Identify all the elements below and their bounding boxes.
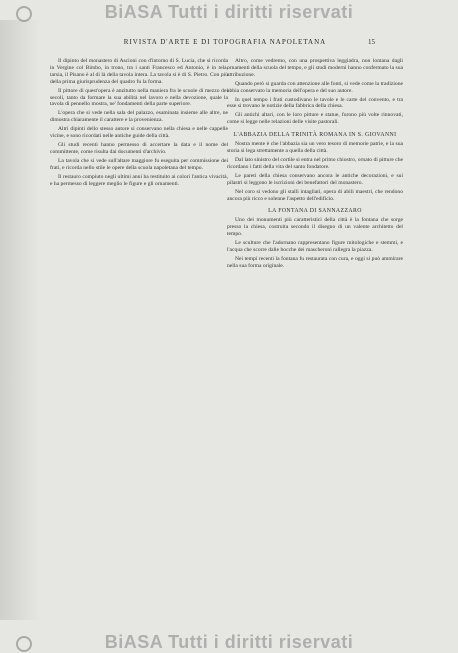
paragraph: Gli antichi altari, con le loro pitture e statue, furono più volte rinnovati, come si legge nelle relazioni delle visite pastorali. (227, 112, 403, 126)
paragraph: Le pareti della chiesa conservano ancora le antiche decorazioni, e sui pilastri si leggono le iscrizioni dei benefattori del monastero. (227, 172, 403, 186)
section-heading: LA FONTANA DI SANNAZZARO (268, 208, 362, 215)
paragraph: Nei tempi recenti la fontana fu restaurata con cura, e oggi si può ammirare nella sua forma originale. (227, 255, 403, 269)
page-number: 15 (368, 38, 375, 46)
paragraph: In quel tempo i frati custodivano le tavole e le carte del convento, e tra esse si trovano le notizie della fabbrica della chiesa. (227, 96, 403, 110)
watermark-bottom: BiASA Tutti i diritti riservati (104, 632, 354, 652)
paragraph: L'opera che si vede nella sala del palazzo, esaminata insieme alle altre, ne dimostra chiaramente il carattere e la provenienza. (50, 110, 228, 124)
watermark-top: BiASA Tutti i diritti riservati (104, 2, 354, 22)
paragraph: Altro, come vedremo, con una prospettiva leggiadra, non lontana dagli ornamenti della scuola del tempo, e gli studi moderni hanno confermato la sua attribuzione. (227, 58, 403, 78)
paragraph: Nel coro si vedono gli stalli intagliati, opera di abili maestri, che rendono ancora più ricco e solenne l'aspetto dell'edificio. (227, 188, 403, 202)
section-heading: L'ABBAZIA DELLA TRINITÀ ROMANA IN S. GIOVANNI (233, 132, 397, 139)
paragraph: Dal lato sinistro del cortile si entra nel primo chiostro, ornato di pitture che ricordano i fatti della vita del santo fondatore. (227, 156, 403, 170)
paragraph: Le sculture che l'adornano rappresentano figure mitologiche e stemmi, e l'acqua che scorre dalle bocche dei mascheroni rallegra la piazza. (227, 240, 403, 254)
paragraph: Altri dipinti dello stesso autore si conservano nella chiesa e nelle cappelle vicine, e sono ricordati nelle antiche guide della città. (50, 126, 228, 140)
paragraph: Uno dei monumenti più caratteristici della città è la fontana che sorge presso la chiesa, costruita secondo il disegno di un valente architetto del tempo. (227, 217, 403, 238)
paragraph: Quando però si guarda con attenzione alle fonti, si vede come la tradizione abbia conservato la memoria dell'opera e del suo autore. (227, 80, 403, 94)
paragraph: La tavola che si vede sull'altare maggiore fu eseguita per commissione dei frati, e ricorda nello stile le opere della scuola napoletana del tempo. (50, 157, 228, 171)
paragraph: Il pittore di quest'opera è anzitutto nella maniera fra le scuole di mezzo dei secoli, tanto da formare la sua abilità nel lavoro e nella devozione, quale la tavola di pennello mostra, ne' fondamenti della parte superiore. (50, 87, 228, 108)
paragraph: Il dipinto del monastero di Ascioni con d'intorno di S. Lucia, che si ricorda in Vergine col Bimbo, in trono, tra i santi Francesco ed Antonio, è in tela, tarsia, il Pisano è al di là della tavola intera. La tavola si è di S. Pietro. Con più della prima giurisprudenza del quadro fu la forma. (50, 58, 228, 85)
right-column (227, 58, 403, 272)
left-column (50, 58, 228, 189)
paragraph: Nostra mente è che l'abbazia sia un vero tesoro di memorie patrie, e la sua storia si lega strettamente a quella della città. (227, 141, 403, 155)
paragraph: Il restauro compiuto negli ultimi anni ha restituito ai colori l'antica vivacità, e ha permesso di leggere meglio le figure e gli ornamenti. (50, 173, 228, 187)
running-header: RIVISTA D'ARTE E DI TOPOGRAFIA NAPOLETANA (123, 38, 327, 46)
page-edge-shadow (0, 20, 40, 620)
paragraph: Gli studi recenti hanno permesso di accertare la data e il nome del committente, come risulta dai documenti d'archivio. (50, 141, 228, 155)
